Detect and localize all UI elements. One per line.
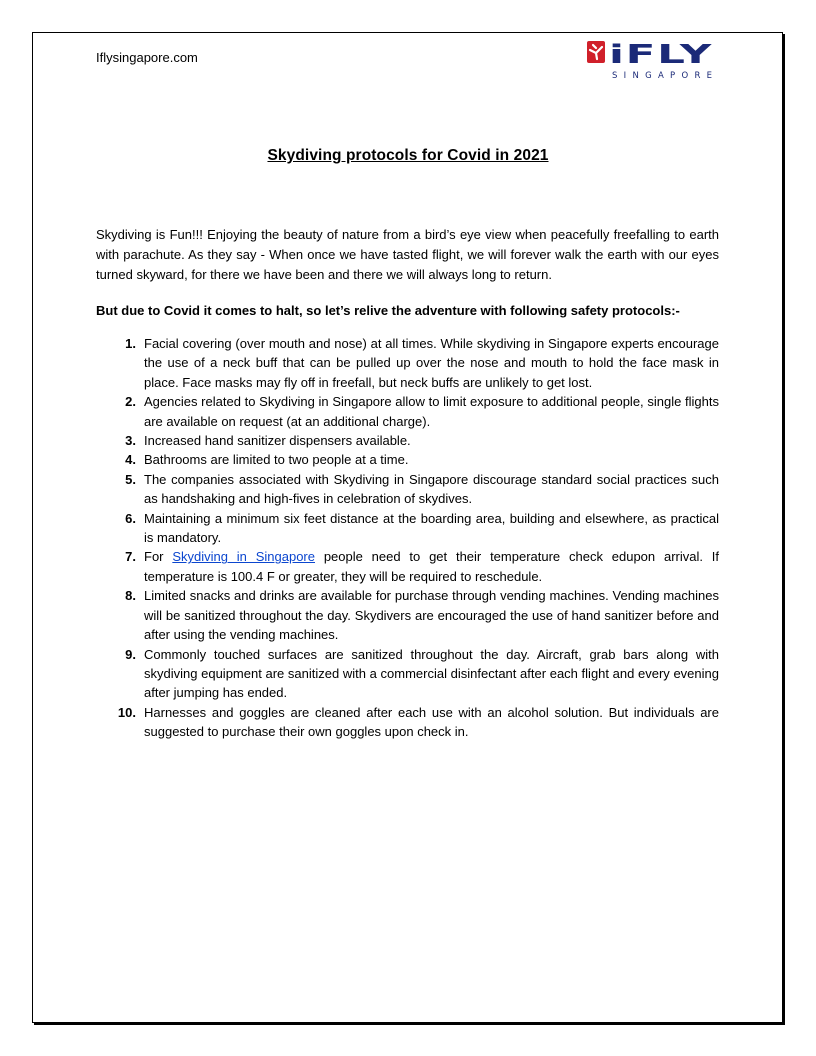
protocol-item — [96, 470, 719, 509]
protocol-text-after-link: people need to get their temperature check edupon arrival. If temperature is 100.4 F or greater, they will be required to reschedule. — [144, 549, 720, 584]
protocol-number: 6. — [125, 510, 136, 526]
protocol-item — [96, 586, 719, 644]
intro-paragraph: Skydiving is Fun!!! Enjoying the beauty of nature from a bird’s eye view when peacefully freefalling to earth with parachute. As they say - When once we have tasted flight, we will forever walk the earth with our eyes turned skyward, for there we have been and there we will always long to return. — [96, 227, 719, 282]
protocol-number: 2. — [125, 394, 136, 410]
protocol-item — [96, 509, 719, 548]
protocol-item — [96, 450, 719, 469]
ifly-singapore-logo — [585, 38, 717, 84]
protocol-number: 4. — [125, 452, 136, 468]
protocol-item — [96, 334, 719, 392]
protocol-text: Harnesses and goggles are cleaned after each use with an alcohol solution. But individuals are suggested to purchase their own goggles upon check in. — [144, 704, 719, 740]
protocol-text: Commonly touched surfaces are sanitized throughout the day. Aircraft, grab bars along with skydiving equipment are sanitized with a commercial disinfectant after each flight and every evening after jumping has ended. — [144, 646, 719, 701]
protocol-number: 1. — [125, 336, 136, 351]
protocol-text: Bathrooms are limited to two people at a time. — [144, 452, 409, 468]
protocol-text: The companies associated with Skydiving in Singapore discourage standard social practices such as handshaking and high-fives in celebration of skydives. — [144, 471, 719, 507]
protocols-lead: But due to Covid it comes to halt, so let’s relive the adventure with following safety protocols:- — [96, 303, 680, 318]
logo-wordmark: iFLY — [609, 40, 714, 70]
logo-subtitle: SINGAPORE — [612, 71, 712, 81]
protocol-number: 9. — [125, 646, 136, 662]
protocol-text: Increased hand sanitizer dispensers available. — [144, 433, 411, 449]
protocol-number: 5. — [125, 471, 136, 487]
site-url: Iflysingapore.com — [96, 50, 198, 65]
protocol-number: 8. — [125, 588, 136, 604]
protocol-item — [96, 392, 719, 431]
protocol-item — [96, 645, 719, 703]
protocol-text: Facial covering (over mouth and nose) at all times. While skydiving in Singapore experts encourage the use of a neck buff that can be pulled up over the nose and mouth to hold the face mask in place. Face masks may fly off in freefall, but neck buffs are unlikely to get lost. — [144, 336, 719, 390]
protocol-item — [96, 703, 719, 742]
protocol-text: Maintaining a minimum six feet distance at the boarding area, building and elsewhere, as practical is mandatory. — [144, 510, 719, 546]
page-title: Skydiving protocols for Covid in 2021 — [267, 147, 549, 164]
protocol-text: Limited snacks and drinks are available for purchase through vending machines. Vending machines will be sanitized throughout the day. Skydivers are encouraged the use of hand sanitizer before and after using the vending machines. — [144, 588, 719, 643]
protocol-list — [96, 334, 719, 742]
protocol-text-before-link: For — [144, 549, 164, 565]
protocol-number: 7. — [125, 549, 136, 565]
protocol-item — [96, 431, 719, 450]
protocol-number: 10. — [117, 704, 136, 720]
protocol-item — [96, 547, 719, 586]
protocol-number: 3. — [125, 433, 136, 449]
protocol-text: Agencies related to Skydiving in Singapore allow to limit exposure to additional people, single flights are available on request (at an additional charge). — [144, 394, 719, 429]
skydiving-in-singapore-link[interactable]: Skydiving in Singapore — [172, 549, 315, 565]
